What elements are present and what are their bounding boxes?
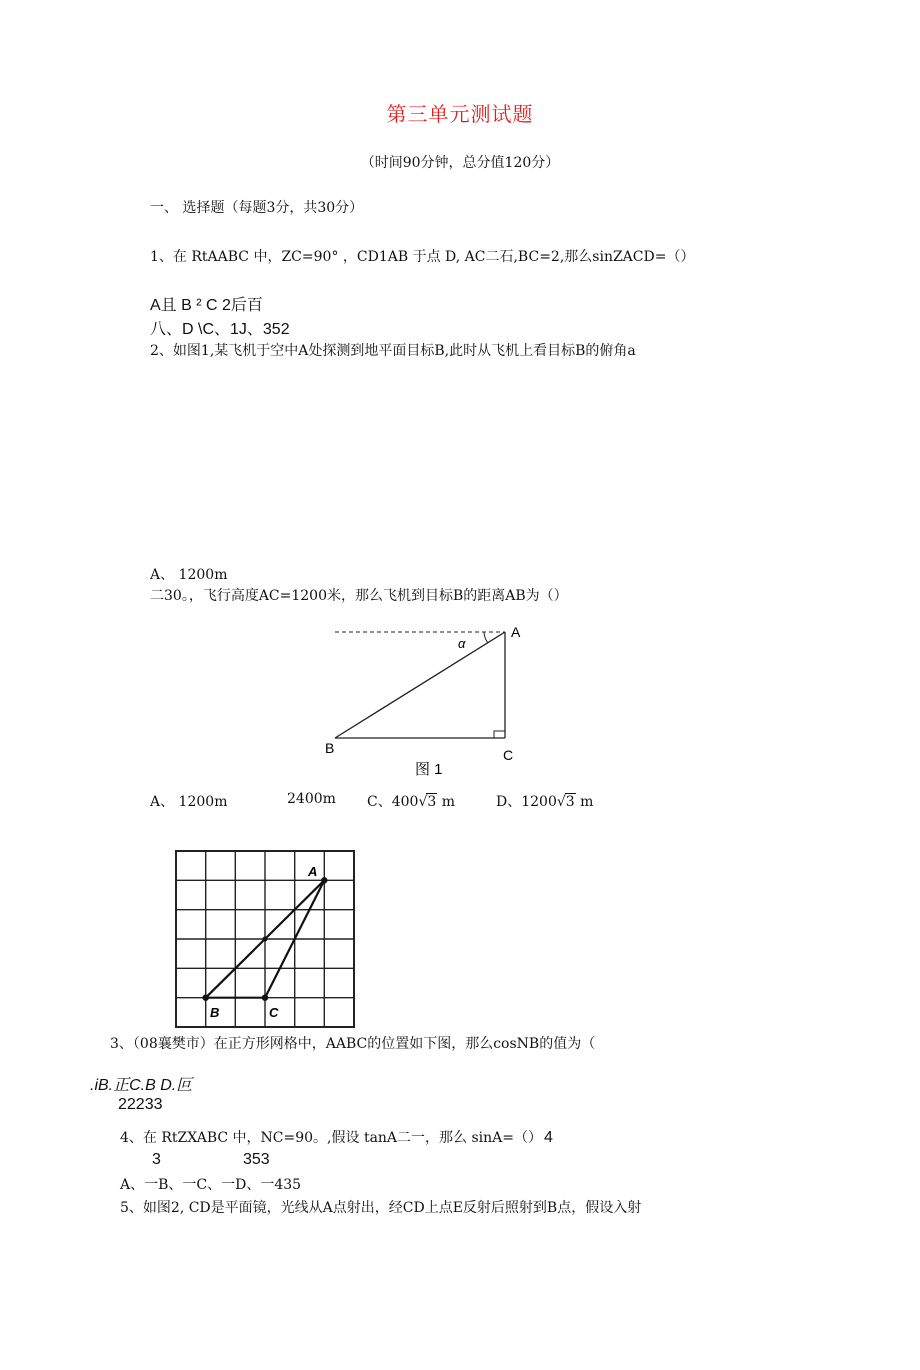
label-c: C [503, 747, 514, 763]
right-angle-mark [494, 731, 505, 738]
q3-options-line1: .iB.正C.B D.叵 [90, 1077, 193, 1094]
figure-caption: 图 1 [415, 761, 443, 778]
q4-stem-number: 4 [544, 1129, 553, 1146]
angle-arc [484, 632, 488, 643]
q1-options-line2: 八、D \C、1J、352 [150, 321, 290, 338]
q2-option-d-radicand: 3 [565, 794, 575, 810]
q2-option-a: A、 1200m [150, 794, 228, 810]
q5-stem: 5、如图2, CD是平面镜，光线从A点射出，经CD上点E反射后照射到B点，假设入射 [120, 1200, 642, 1216]
q2-option-d-prefix: D、1200 [496, 794, 557, 810]
label-alpha: α [458, 636, 466, 651]
q1-stem: 1、在 RtAABC 中，ZC=90° ，CD1AB 于点 D, AC二石,BC=2,那么sinZACD=（） [150, 249, 695, 265]
q4-fraction-line-b: 353 [243, 1151, 270, 1168]
point-c [262, 995, 268, 1001]
q2-option-c [367, 791, 455, 811]
q2-stem: 2、如图1,某飞机于空中A处探测到地平面目标B,此时从飞机上看目标B的俯角a [150, 343, 636, 359]
section-heading: 一、 选择题（每题3分，共30分） [150, 200, 364, 216]
q2-option-d-unit: m [580, 794, 594, 810]
q2-stem-continued: 二30。，飞行高度AC=1200米，那么飞机到目标B的距离AB为（） [150, 588, 568, 604]
page-subtitle: （时间90分钟，总分值120分） [360, 155, 560, 171]
point-b [203, 995, 209, 1001]
figure-1-triangle [320, 615, 540, 780]
q2-option-c-prefix: C、400 [367, 794, 419, 810]
q4-stem-main: 4、在 RtZXABC 中，NC=90。,假设 tanA二一，那么 sinA=（） [120, 1130, 543, 1146]
q4-stem [120, 1127, 553, 1147]
label-b: B [325, 740, 335, 756]
q4-fraction-line-a: 3 [152, 1151, 161, 1168]
q2-option-d [496, 791, 593, 811]
grid-point [263, 937, 268, 942]
grid-label-a: A [308, 864, 318, 879]
q2-option-c-unit: m [441, 794, 456, 810]
page-title: 第三单元测试题 [386, 102, 534, 126]
q3-stem: 3、（08襄樊市）在正方形网格中，AABC的位置如下图，那么cosNB的值为（ [110, 1036, 596, 1052]
point-a [321, 877, 327, 883]
grid-label-c: C [269, 1005, 279, 1020]
q2-stray-option: A、 1200m [150, 567, 228, 583]
q2-option-c-radicand: 3 [427, 794, 437, 810]
grid-label-b: B [210, 1005, 220, 1020]
sqrt-symbol: √3 [556, 794, 575, 810]
q3-options-line2: 22233 [118, 1096, 163, 1113]
label-a: A [511, 624, 521, 640]
grid-figure [170, 845, 362, 1033]
q4-options: A、一B、一C、一D、一435 [120, 1177, 302, 1193]
q1-options-line1: A且 B ² C 2后百 [150, 297, 263, 314]
q2-option-b: 2400m [287, 791, 336, 807]
sqrt-symbol: √3 [418, 794, 437, 810]
side-ab [335, 632, 505, 738]
